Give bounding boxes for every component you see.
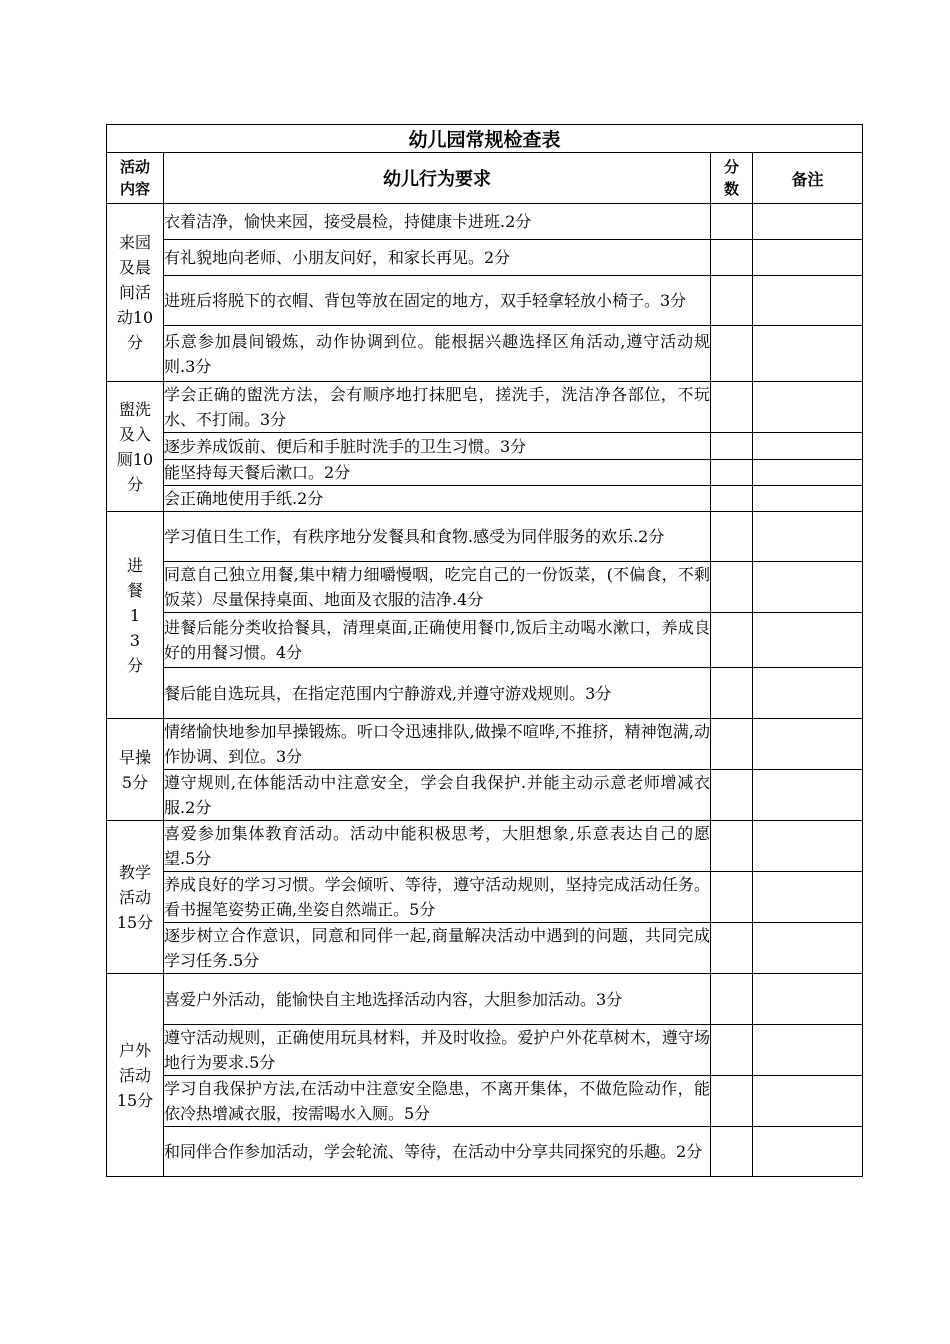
note-cell[interactable] [753, 562, 863, 613]
table-row [107, 240, 863, 276]
note-cell[interactable] [753, 1025, 863, 1076]
table-row [107, 1076, 863, 1127]
score-cell[interactable] [711, 1127, 753, 1177]
header-activity: 活动内容 [107, 153, 164, 204]
score-cell[interactable] [711, 770, 753, 821]
table-row [107, 486, 863, 512]
table-row [107, 974, 863, 1025]
score-cell[interactable] [711, 923, 753, 974]
category-label: 教学活动15分 [116, 862, 154, 932]
table-row [107, 1127, 863, 1177]
note-cell[interactable] [753, 872, 863, 923]
note-cell[interactable] [753, 613, 863, 668]
category-cell [107, 821, 164, 974]
requirement-cell: 逐步养成饭前、便后和手脏时洗手的卫生习惯。3分 [164, 433, 711, 460]
table-row [107, 770, 863, 821]
score-cell[interactable] [711, 276, 753, 326]
table-row [107, 382, 863, 433]
requirement-cell: 喜爱参加集体教育活动。活动中能积极思考，大胆想象,乐意表达自己的愿望.5分 [164, 821, 711, 872]
note-cell[interactable] [753, 923, 863, 974]
table-title: 幼儿园常规检查表 [107, 125, 863, 153]
category-cell [107, 204, 164, 382]
note-cell[interactable] [753, 326, 863, 382]
note-cell[interactable] [753, 276, 863, 326]
note-cell[interactable] [753, 974, 863, 1025]
note-cell[interactable] [753, 486, 863, 512]
requirement-cell: 能坚持每天餐后漱口。2分 [164, 460, 711, 486]
requirement-cell: 学会正确的盥洗方法，会有顺序地打抹肥皂，搓洗手，洗洁净各部位，不玩水、不打闹。3分 [164, 382, 711, 433]
score-cell[interactable] [711, 1076, 753, 1127]
score-cell[interactable] [711, 382, 753, 433]
note-cell[interactable] [753, 382, 863, 433]
requirement-cell: 进班后将脱下的衣帽、背包等放在固定的地方，双手轻拿轻放小椅子。3分 [164, 276, 711, 326]
table-row [107, 613, 863, 668]
title-row [107, 125, 863, 153]
category-label: 盥洗及入厕10分 [116, 399, 154, 494]
note-cell[interactable] [753, 240, 863, 276]
category-label: 来园及晨间活动10分 [116, 233, 154, 352]
note-cell[interactable] [753, 1127, 863, 1177]
table-row [107, 326, 863, 382]
requirement-cell: 养成良好的学习习惯。学会倾听、等待，遵守活动规则，坚持完成活动任务。看书握笔姿势正确,坐姿自然端正。5分 [164, 872, 711, 923]
table-row [107, 821, 863, 872]
note-cell[interactable] [753, 719, 863, 770]
score-cell[interactable] [711, 613, 753, 668]
score-cell[interactable] [711, 719, 753, 770]
score-cell[interactable] [711, 512, 753, 562]
table-row [107, 460, 863, 486]
requirement-cell: 情绪愉快地参加早操锻炼。听口令迅速排队,做操不喧哗,不推挤，精神饱满,动作协调、到位。3分 [164, 719, 711, 770]
score-cell[interactable] [711, 460, 753, 486]
score-cell[interactable] [711, 562, 753, 613]
score-cell[interactable] [711, 433, 753, 460]
category-cell [107, 719, 164, 821]
note-cell[interactable] [753, 770, 863, 821]
category-cell [107, 512, 164, 719]
category-label: 户外活动15分 [116, 1040, 154, 1110]
requirement-cell: 进餐后能分类收拾餐具，清理桌面,正确使用餐巾,饭后主动喝水漱口，养成良好的用餐习惯。4分 [164, 613, 711, 668]
score-cell[interactable] [711, 240, 753, 276]
table-row [107, 512, 863, 562]
category-cell [107, 382, 164, 512]
requirement-cell: 会正确地使用手纸.2分 [164, 486, 711, 512]
requirement-cell: 乐意参加晨间锻炼，动作协调到位。能根据兴趣选择区角活动,遵守活动规则.3分 [164, 326, 711, 382]
header-row [107, 153, 863, 204]
score-cell[interactable] [711, 204, 753, 240]
requirement-cell: 遵守活动规则，正确使用玩具材料，并及时收捡。爱护户外花草树木，遵守场地行为要求.5分 [164, 1025, 711, 1076]
requirement-cell: 逐步树立合作意识，同意和同伴一起,商量解决活动中遇到的问题，共同完成学习任务.5分 [164, 923, 711, 974]
requirement-cell: 衣着洁净，愉快来园，接受晨检，持健康卡进班.2分 [164, 204, 711, 240]
table-row [107, 1025, 863, 1076]
category-label: 早操5分 [118, 747, 151, 792]
header-requirement: 幼儿行为要求 [164, 153, 711, 204]
note-cell[interactable] [753, 460, 863, 486]
score-cell[interactable] [711, 872, 753, 923]
note-cell[interactable] [753, 433, 863, 460]
requirement-cell: 喜爱户外活动，能愉快自主地选择活动内容，大胆参加活动。3分 [164, 974, 711, 1025]
requirement-cell: 和同伴合作参加活动，学会轮流、等待，在活动中分享共同探究的乐趣。2分 [164, 1127, 711, 1177]
table-row [107, 923, 863, 974]
note-cell[interactable] [753, 668, 863, 719]
table-row [107, 204, 863, 240]
requirement-cell: 学习值日生工作，有秩序地分发餐具和食物.感受为同伴服务的欢乐.2分 [164, 512, 711, 562]
score-cell[interactable] [711, 668, 753, 719]
header-score: 分数 [711, 153, 753, 204]
inspection-table [106, 124, 863, 1177]
category-label: 进餐13分 [126, 555, 143, 675]
requirement-cell: 同意自己独立用餐,集中精力细嚼慢咽，吃完自己的一份饭菜，(不偏食，不剩饭菜）尽量保持桌面、地面及衣服的洁净.4分 [164, 562, 711, 613]
score-cell[interactable] [711, 1025, 753, 1076]
requirement-cell: 有礼貌地向老师、小朋友问好，和家长再见。2分 [164, 240, 711, 276]
table-row [107, 276, 863, 326]
note-cell[interactable] [753, 512, 863, 562]
table-row [107, 433, 863, 460]
category-cell [107, 974, 164, 1177]
table-row [107, 668, 863, 719]
table-row [107, 562, 863, 613]
requirement-cell: 遵守规则,在体能活动中注意安全，学会自我保护.并能主动示意老师增减衣服.2分 [164, 770, 711, 821]
table-row [107, 719, 863, 770]
requirement-cell: 餐后能自选玩具，在指定范围内宁静游戏,并遵守游戏规则。3分 [164, 668, 711, 719]
requirement-cell: 学习自我保护方法,在活动中注意安全隐患，不离开集体，不做危险动作，能依冷热增减衣服，按需喝水入厕。5分 [164, 1076, 711, 1127]
score-cell[interactable] [711, 974, 753, 1025]
note-cell[interactable] [753, 1076, 863, 1127]
header-note: 备注 [753, 153, 863, 204]
score-cell[interactable] [711, 486, 753, 512]
note-cell[interactable] [753, 821, 863, 872]
score-cell[interactable] [711, 821, 753, 872]
note-cell[interactable] [753, 204, 863, 240]
table-row [107, 872, 863, 923]
score-cell[interactable] [711, 326, 753, 382]
